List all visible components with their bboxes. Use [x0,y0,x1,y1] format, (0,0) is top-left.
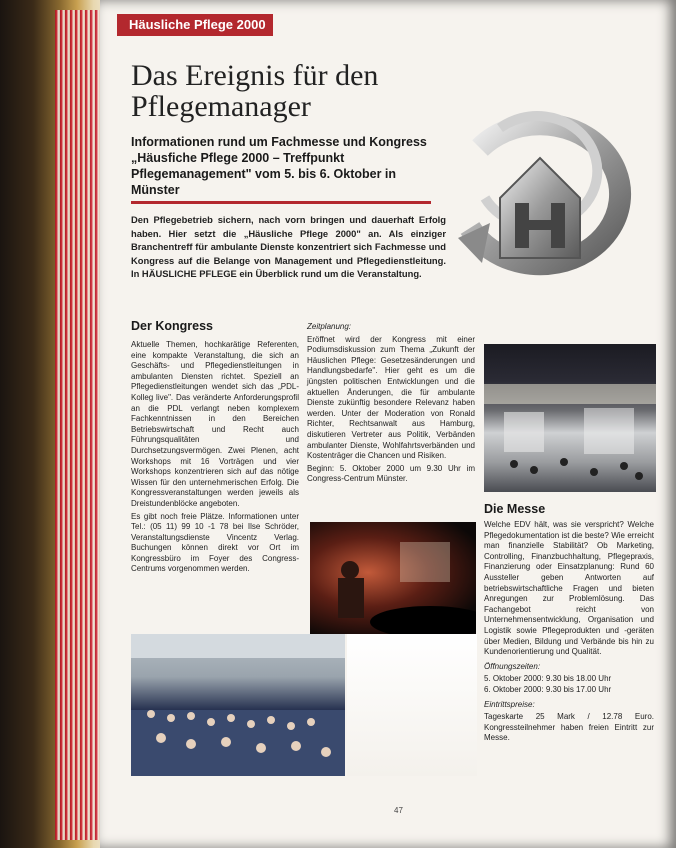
subheadline: Informationen rund um Fachmesse und Kongress „Häusfiche Pflege 2000 – Treffpunkt Pflegemanagement" vom 5. bis 6. Oktober in Münster [131,135,427,197]
headline: Das Ereignis für den Pflegemanager [131,59,379,123]
audience-photo-blank-area [347,634,477,776]
exhibition-hall-photo [484,344,656,492]
kongress-begin: Beginn: 5. Oktober 2000 um 9.30 Uhr im Congress-Centrum Münster. [307,463,475,484]
zeitplanung-text: Eröffnet wird der Kongress mit einer Podiumsdiskussion zum Thema „Zukunft der Häuslichen Pflege: Gesetzesänderungen und Handlungsbedarfe". Hier geht es um die jüngsten politischen Entwicklungen und die aktuellen Änderungen, die für ambulante Dienste zukünftig besondere Relevanz haben werden. Unter der Moderation von Ronald Richter, Rechtsanwalt aus Hamburg, diskutieren Vertreter aus Politik, Verbänden ambulanter Dienste, Wohlfahrtsverbänden und Kostenträger die Chancen und Risiken. [307,334,475,461]
messe-column [484,520,654,746]
kongress-paragraph-1: Aktuelle Themen, hochkarätige Referenten, eine kompakte Veranstaltung, die sich an Geschäfts- und Pflegedienstleitungen in ambulanten Diensten richtet. Speziell an Pflegedienstleitungen wendet sich das „PDL-Kolleg live". Das veränderte Anforderungsprofil an die PDL verlangt neben komplexem Fachkenntnissen in den Bereichen Betriebswirtschaft und Recht auch Führungsqualitäten und Durchsetzungsvermögen. Zwei Plenen, acht Workshops mit 16 Vorträgen und vier Workshops konzentrieren sich auf das nötige Wissen für den unternehmerischen Erfolg. Die Kongressveranstaltungen werden jeweils als Dreistundenblöcke angeboten. [131,340,299,508]
section-heading-kongress: Der Kongress [131,319,213,333]
messe-text: Welche EDV hält, was sie verspricht? Welche Pflegedokumentation ist die beste? Wie erreicht man finanzielle Stabilität? Ob Marketing, Controlling, Finanzbuchhaltung, Pflegepraxis, Finanzierung oder Einsatzplanung: Rund 60 Aussteller geben Antworten auf betriebswirtschaftliche Fragen und bieten Anregungen zur Problemlösung. Das Fachangebot reicht von Unternehmensentwicklung, Organisation und Logistik sowie Pflegeprodukten und -geräten über Medien, Bildung und Verbände bis hin zu Kundenorientierung und Qualität. [484,520,654,657]
hours-label: Öffnungszeiten: [484,661,541,671]
page-number: 47 [394,806,403,815]
kongress-column-1 [131,340,299,577]
section-tab: Häusliche Pflege 2000 [117,14,273,36]
intro-paragraph: Den Pflegebetrieb sichern, nach vorn bringen und dauerhaft Erfolg haben. Hier setzt die „Häusliche Pflege 2000" an. Als einziger Branchentreff für ambulante Dienste konzentriert sich Fachmesse und Kongress auf die Belange von Management und Pflegedienstleitung. In HÄUSLICHE PFLEGE ein Überblick rund um die Veranstaltung. [131,214,446,279]
speaker-photo [310,522,476,634]
event-logo-house-arrow [440,88,650,298]
audience-photo [131,634,345,776]
section-heading-messe: Die Messe [484,502,546,516]
hours-day2: 6. Oktober 2000: 9.30 bis 17.00 Uhr [484,684,612,694]
kongress-column-2 [307,322,475,487]
price-text: Tageskarte 25 Mark / 12.78 Euro. Kongressteilnehmer haben freien Eintritt zur Messe. [484,712,654,743]
red-divider [131,201,431,204]
kongress-paragraph-2: Es gibt noch freie Plätze. Informationen unter Tel.: (05 11) 99 10 -1 78 bei Ilse Schröder, Veranstaltungsdienste Vincentz Verlag. Buchungen können direkt vor Ort im Kongressbüro im Foyer des Congress-Centrums vorgenommen werden. [131,511,299,574]
zeitplanung-label: Zeitplanung: [307,322,352,331]
hours-day1: 5. Oktober 2000: 9.30 bis 18.00 Uhr [484,674,612,684]
price-label: Eintrittspreise: [484,699,535,709]
